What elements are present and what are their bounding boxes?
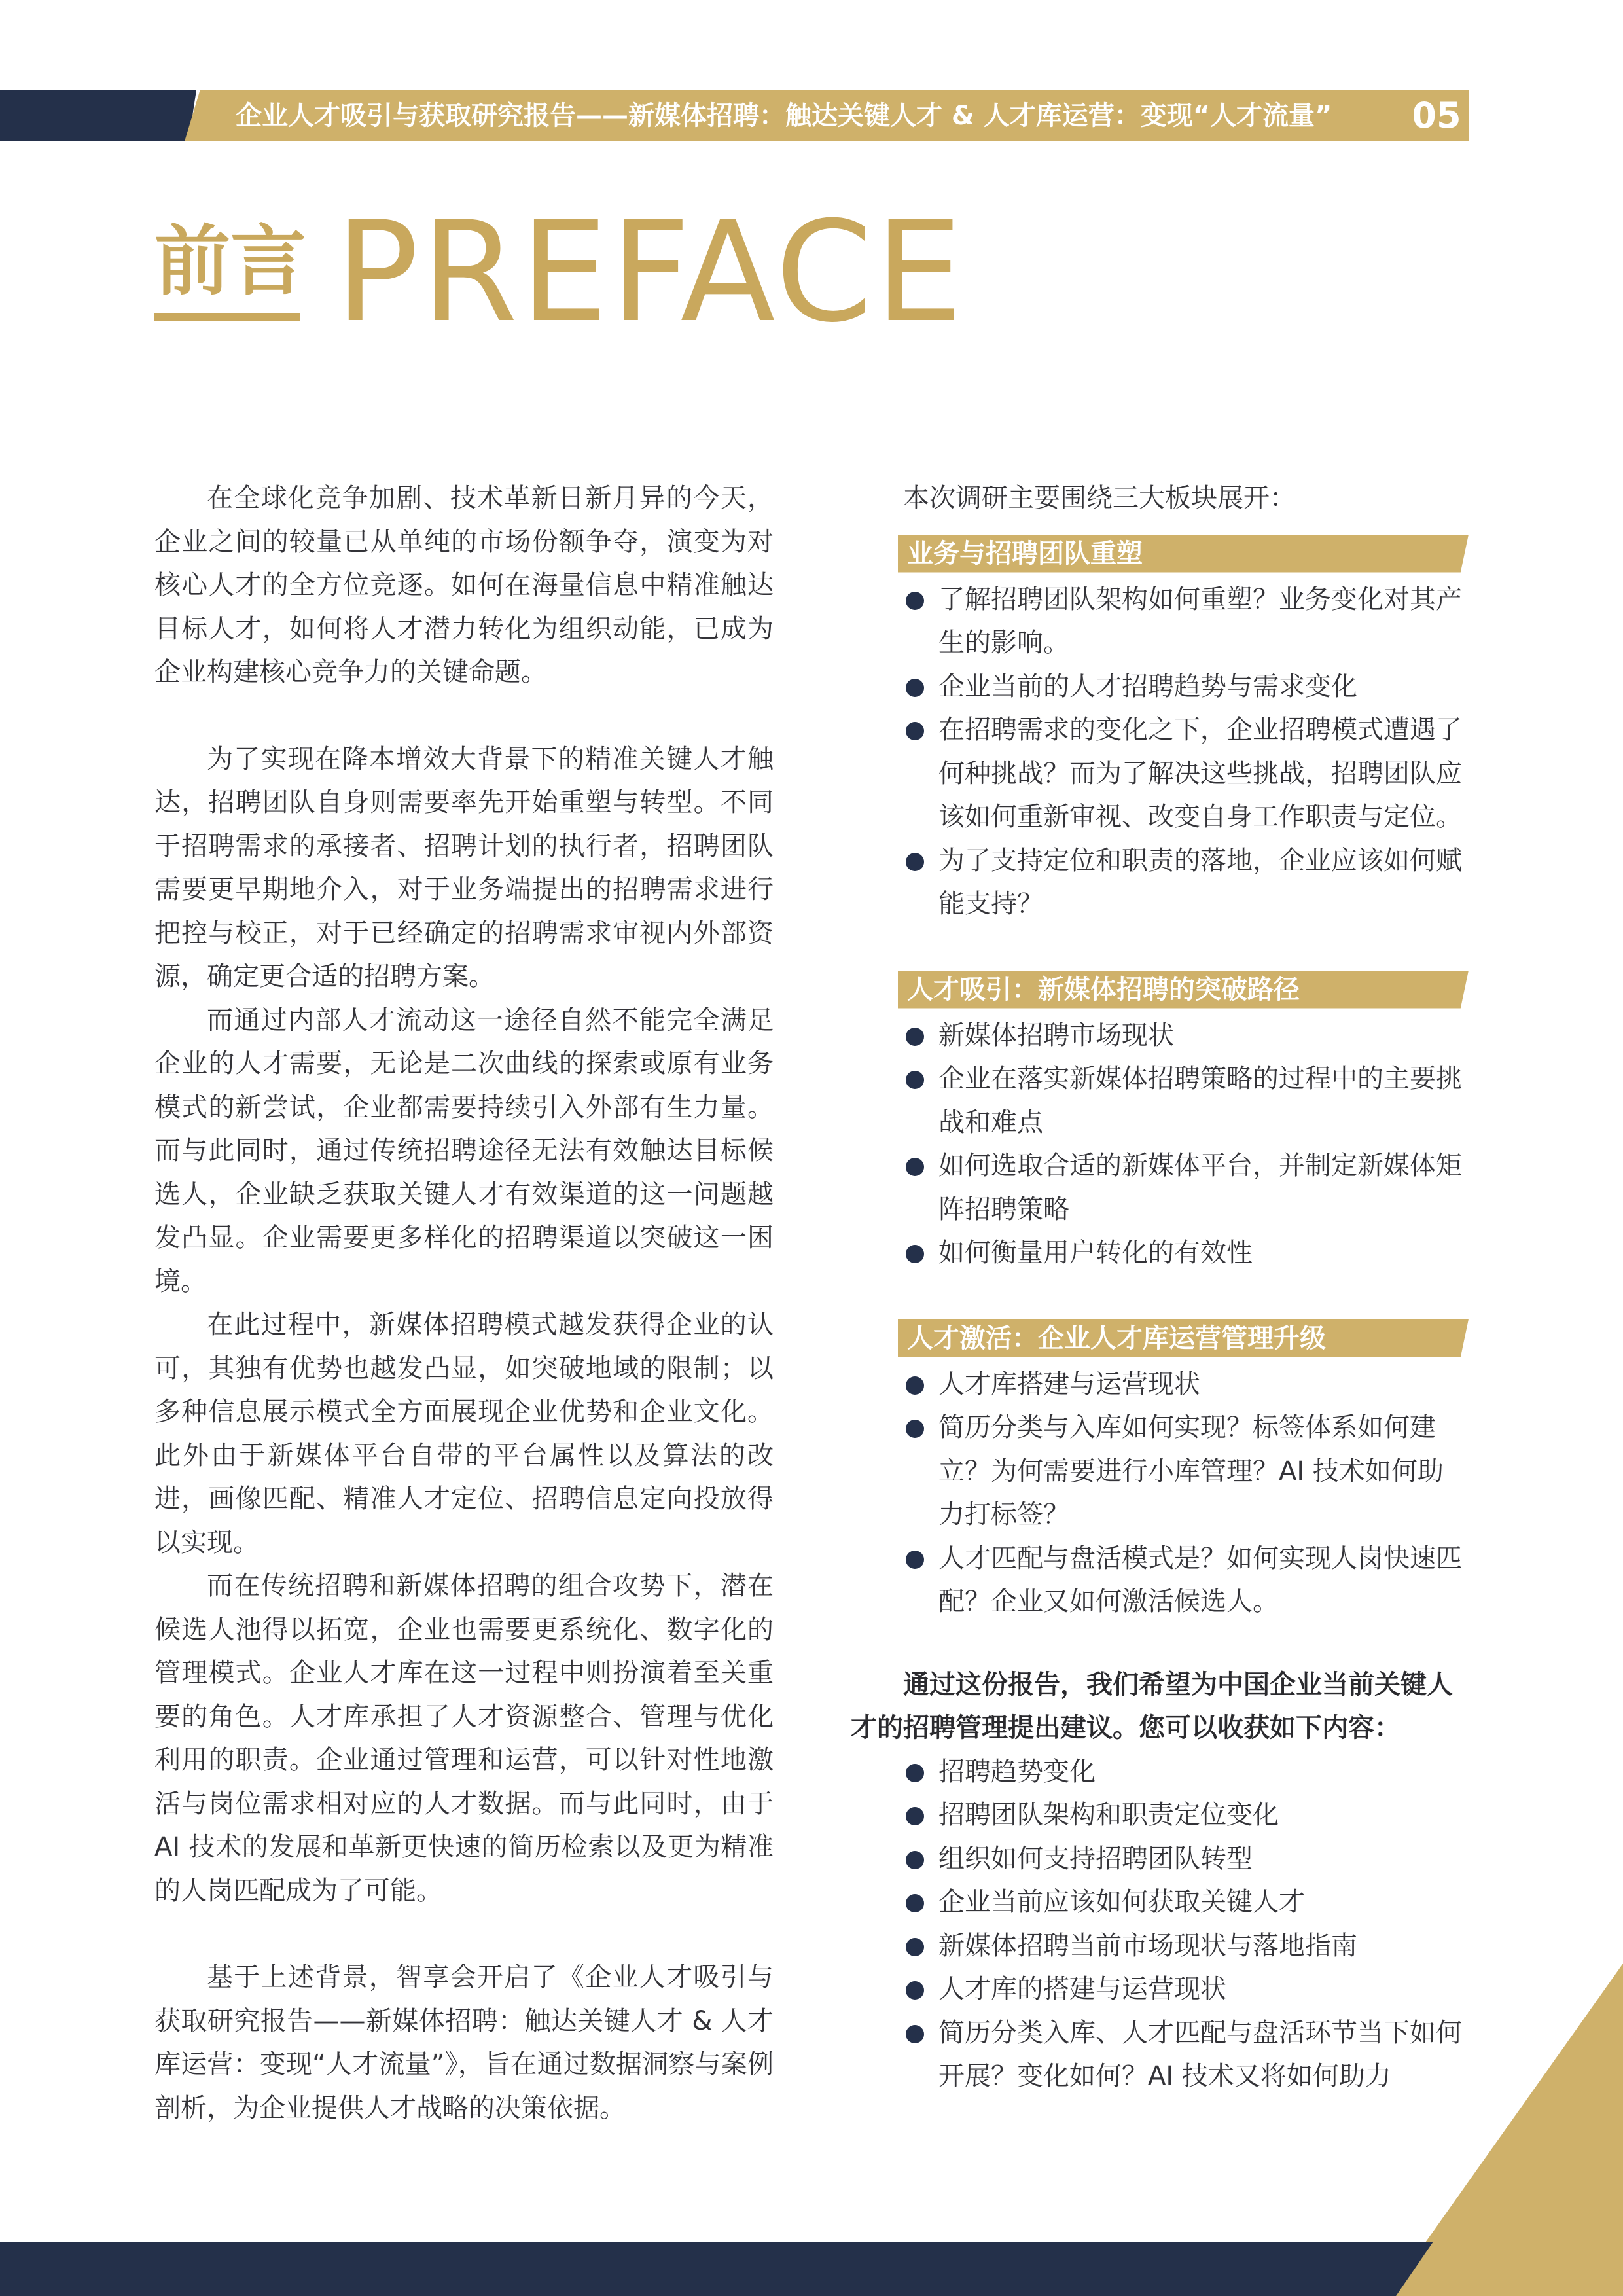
bullet-dot-icon (906, 1938, 924, 1956)
list-item: 企业当前应该如何获取关键人才 (851, 1880, 1469, 1924)
list-item: 人才库搭建与运营现状 (851, 1363, 1469, 1407)
left-column (154, 476, 774, 2130)
section-bar-talent-activation (898, 1319, 1469, 1357)
list-item: 了解招聘团队架构如何重塑？业务变化对其产生的影响。 (851, 578, 1469, 665)
bullet-dot-icon (906, 1981, 924, 2000)
section-bar-talent-attraction (898, 971, 1469, 1009)
heading-cn: 前言 (154, 217, 306, 306)
bullet-dot-icon (906, 1245, 924, 1263)
bullet-dot-icon (906, 1420, 924, 1438)
list-item: 人才库的搭建与运营现状 (851, 1967, 1469, 2011)
header-navy-band (0, 90, 196, 141)
footer-navy-band (0, 2242, 1433, 2296)
bullet-dot-icon (906, 592, 924, 610)
bullet-dot-icon (906, 1894, 924, 1912)
paragraph: 而在传统招聘和新媒体招聘的组合攻势下，潜在候选人池得以拓宽，企业也需要更系统化、数字化的管理模式。企业人才库在这一过程中则扮演着至关重要的角色。人才库承担了人才资源整合、管理与优化利用的职责。企业通过管理和运营，可以针对性地激活与岗位需求相对应的人才数据。而与此同时，由于 AI 技术的发展和革新更快速的简历检索以及更为精准的人岗匹配成为了可能。 (154, 1571, 774, 1906)
paragraph: 在全球化竞争加剧、技术革新日新月异的今天，企业之间的较量已从单纯的市场份额争夺，演变为对核心人才的全方位竞逐。如何在海量信息中精准触达目标人才，如何将人才潜力转化为组织动能，已成为企业构建核心竞争力的关键命题。 (154, 483, 774, 687)
section-title: 人才吸引：新媒体招聘的突破路径 (907, 974, 1300, 1005)
bullet-dot-icon (906, 1807, 924, 1825)
list-item: 在招聘需求的变化之下，企业招聘模式遭遇了何种挑战？而为了解决这些挑战，招聘团队应该如何重新审视、改变自身工作职责与定位。 (851, 708, 1469, 839)
bullet-dot-icon (906, 853, 924, 871)
list-item: 企业当前的人才招聘趋势与需求变化 (851, 665, 1469, 709)
bullet-dot-icon (906, 1071, 924, 1089)
bullet-dot-icon (906, 1851, 924, 1869)
section-list (851, 1014, 1469, 1275)
header-title: 企业人才吸引与获取研究报告——新媒体招聘：触达关键人才 & 人才库运营：变现“人才流量” (236, 101, 1332, 131)
bullet-dot-icon (906, 2025, 924, 2043)
list-item: 组织如何支持招聘团队转型 (851, 1837, 1469, 1881)
bullet-dot-icon (906, 1376, 924, 1395)
section-title: 人才激活：企业人才库运营管理升级 (907, 1323, 1326, 1354)
list-item: 招聘趋势变化 (851, 1750, 1469, 1794)
heading-underline (154, 313, 300, 321)
survey-intro: 本次调研主要围绕三大板块展开： (903, 483, 1296, 513)
outcomes-list (851, 1750, 1469, 2098)
section-list (851, 578, 1469, 926)
bullet-dot-icon (906, 1764, 924, 1782)
list-item: 为了支持定位和职责的落地，企业应该如何赋能支持？ (851, 839, 1469, 926)
list-item: 如何选取合适的新媒体平台，并制定新媒体矩阵招聘策略 (851, 1144, 1469, 1231)
list-item: 新媒体招聘当前市场现状与落地指南 (851, 1924, 1469, 1968)
list-item: 新媒体招聘市场现状 (851, 1014, 1469, 1058)
section-list (851, 1363, 1469, 1624)
paragraph: 在此过程中，新媒体招聘模式越发获得企业的认可，其独有优势也越发凸显，如突破地域的限制；以多种信息展示模式全方面展现企业优势和企业文化。此外由于新媒体平台自带的平台属性以及算法的改进，画像匹配、精准人才定位、招聘信息定向投放得以实现。 (154, 1310, 774, 1558)
list-item: 人才匹配与盘活模式是？如何实现人岗快速匹配？企业又如何激活候选人。 (851, 1537, 1469, 1624)
list-item: 简历分类与入库如何实现？标签体系如何建立？为何需要进行小库管理？AI 技术如何助力打标签？ (851, 1406, 1469, 1537)
bullet-dot-icon (906, 1028, 924, 1046)
paragraph: 基于上述背景，智享会开启了《企业人才吸引与获取研究报告——新媒体招聘：触达关键人才 & 人才库运营：变现“人才流量”》，旨在通过数据洞察与案例剖析，为企业提供人才战略的决策依据。 (154, 1962, 774, 2123)
bullet-dot-icon (906, 1551, 924, 1569)
heading-en: PREFACE (335, 191, 965, 353)
right-column (851, 476, 1469, 2098)
section-bar-team-reshape (898, 535, 1469, 573)
bullet-dot-icon (906, 722, 924, 740)
section-title: 业务与招聘团队重塑 (907, 538, 1143, 569)
conclusion-text: 通过这份报告，我们希望为中国企业当前关键人才的招聘管理提出建议。您可以收获如下内容： (851, 1669, 1453, 1743)
list-item: 企业在落实新媒体招聘策略的过程中的主要挑战和难点 (851, 1057, 1469, 1144)
paragraph: 而通过内部人才流动这一途径自然不能完全满足企业的人才需要，无论是二次曲线的探索或原有业务模式的新尝试，企业都需要持续引入外部有生力量。而与此同时，通过传统招聘途径无法有效触达目标候选人，企业缺乏获取关键人才有效渠道的这一问题越发凸显。企业需要更多样化的招聘渠道以突破这一困境。 (154, 1005, 774, 1297)
bullet-dot-icon (906, 679, 924, 697)
list-item: 简历分类入库、人才匹配与盘活环节当下如何开展？变化如何？AI 技术又将如何助力 (851, 2011, 1469, 2098)
paragraph: 为了实现在降本增效大背景下的精准关键人才触达，招聘团队自身则需要率先开始重塑与转型。不同于招聘需求的承接者、招聘计划的执行者，招聘团队需要更早期地介入，对于业务端提出的招聘需求进行把控与校正，对于已经确定的招聘需求审视内外部资源，确定更合适的招聘方案。 (154, 744, 774, 992)
page-number: 05 (1412, 95, 1461, 136)
list-item: 如何衡量用户转化的有效性 (851, 1231, 1469, 1275)
list-item: 招聘团队架构和职责定位变化 (851, 1793, 1469, 1837)
bullet-dot-icon (906, 1158, 924, 1176)
